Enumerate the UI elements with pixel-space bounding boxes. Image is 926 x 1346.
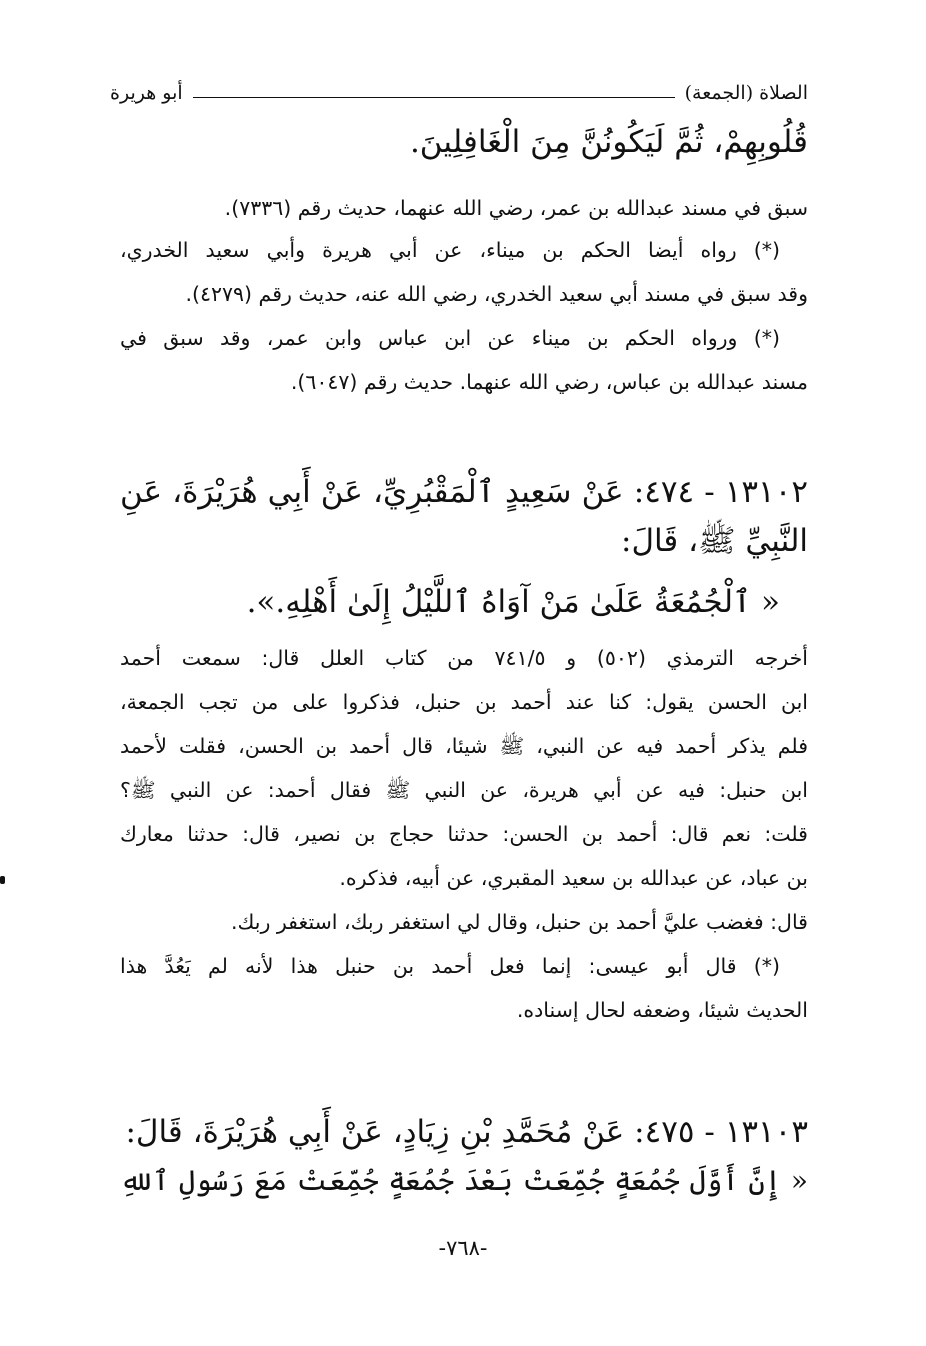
note-line: قال: فغضب عليَّ أحمد بن حنبل، وقال لي استغفر ربك، استغفر ربك.	[230, 910, 808, 934]
hadith-quote-line: « إِنَّ أَوَّلَ جُمُعَةٍ جُمِّعَتْ بَعْدَ جُمُعَةٍ جُمِّعَتْ مَعَ رَسُولِ ٱللهِ	[120, 1164, 808, 1197]
note-line: فلم يذكر أحمد فيه عن النبي، ﷺ شيئا، قال أحمد بن الحسن، فقلت لأحمد	[120, 734, 808, 758]
note-line: ابن حنبل: فيه عن أبي هريرة، عن النبي ﷺ فقال أحمد: عن النبي ﷺ؟	[120, 778, 808, 802]
page-number: -٧٦٨-	[438, 1236, 488, 1260]
hadith-line: النَّبِيِّ ﷺ، قَالَ:	[621, 523, 808, 559]
note-line: (*) ورواه الحكم بن ميناء عن ابن عباس وابن عمر، وقد سبق في	[120, 326, 780, 350]
note-line: أخرجه الترمذي (٥٠٢) و ٧٤١/٥ من كتاب العلل قال: سمعت أحمد	[120, 646, 808, 670]
continuation-line: قُلُوبِهِمْ، ثُمَّ لَيَكُونُنَّ مِنَ الْغَافِلِينَ.	[409, 124, 808, 160]
note-line: (*) رواه أيضا الحكم بن ميناء، عن أبي هريرة وأبي سعيد الخدري،	[120, 238, 780, 262]
note-line: ابن الحسن يقول: كنا عند أحمد بن حنبل، فذكروا على من تجب الجمعة،	[120, 690, 808, 714]
note-line: (*) قال أبو عيسى: إنما فعل أحمد بن حنبل هذا لأنه لم يَعُدَّ هذا	[120, 954, 780, 978]
header-rule	[193, 97, 675, 98]
note-line: مسند عبدالله بن عباس، رضي الله عنهما. حديث رقم (٦٠٤٧).	[290, 370, 808, 394]
note-line: قلت: نعم قال: أحمد بن الحسن: حدثنا حجاج بن نصير، قال: حدثنا معارك	[120, 822, 808, 846]
chapter-title: الصلاة (الجمعة)	[684, 82, 808, 104]
running-header	[110, 78, 808, 108]
note-line: وقد سبق في مسند أبي سعيد الخدري، رضي الله عنه، حديث رقم (٤٢٧٩).	[185, 282, 808, 306]
margin-mark	[0, 876, 5, 884]
hadith-number-line: ١٣١٠٣ - ٤٧٥: عَنْ مُحَمَّدِ بْنِ زِيَادٍ، عَنْ أَبِي هُرَيْرَةَ، قَالَ:	[125, 1114, 808, 1150]
note-line: بن عباد، عن عبدالله بن سعيد المقبري، عن أبيه، فذكره.	[339, 866, 808, 890]
narrator-title: أبو هريرة	[110, 82, 183, 104]
hadith-number-line: ١٣١٠٢ - ٤٧٤: عَنْ سَعِيدٍ ٱلْمَقْبُرِيِّ، عَنْ أَبِي هُرَيْرَةَ، عَنِ	[120, 474, 809, 510]
note-line: سبق في مسند عبدالله بن عمر، رضي الله عنهما، حديث رقم (٧٣٣٦).	[224, 196, 808, 220]
hadith-quote-line: « ٱلْجُمُعَةُ عَلَىٰ مَنْ آوَاهُ ٱللَّيْلُ إِلَىٰ أَهْلِهِ.».	[246, 584, 780, 620]
note-line: الحديث شيئا، وضعفه لحال إسناده.	[516, 998, 808, 1022]
